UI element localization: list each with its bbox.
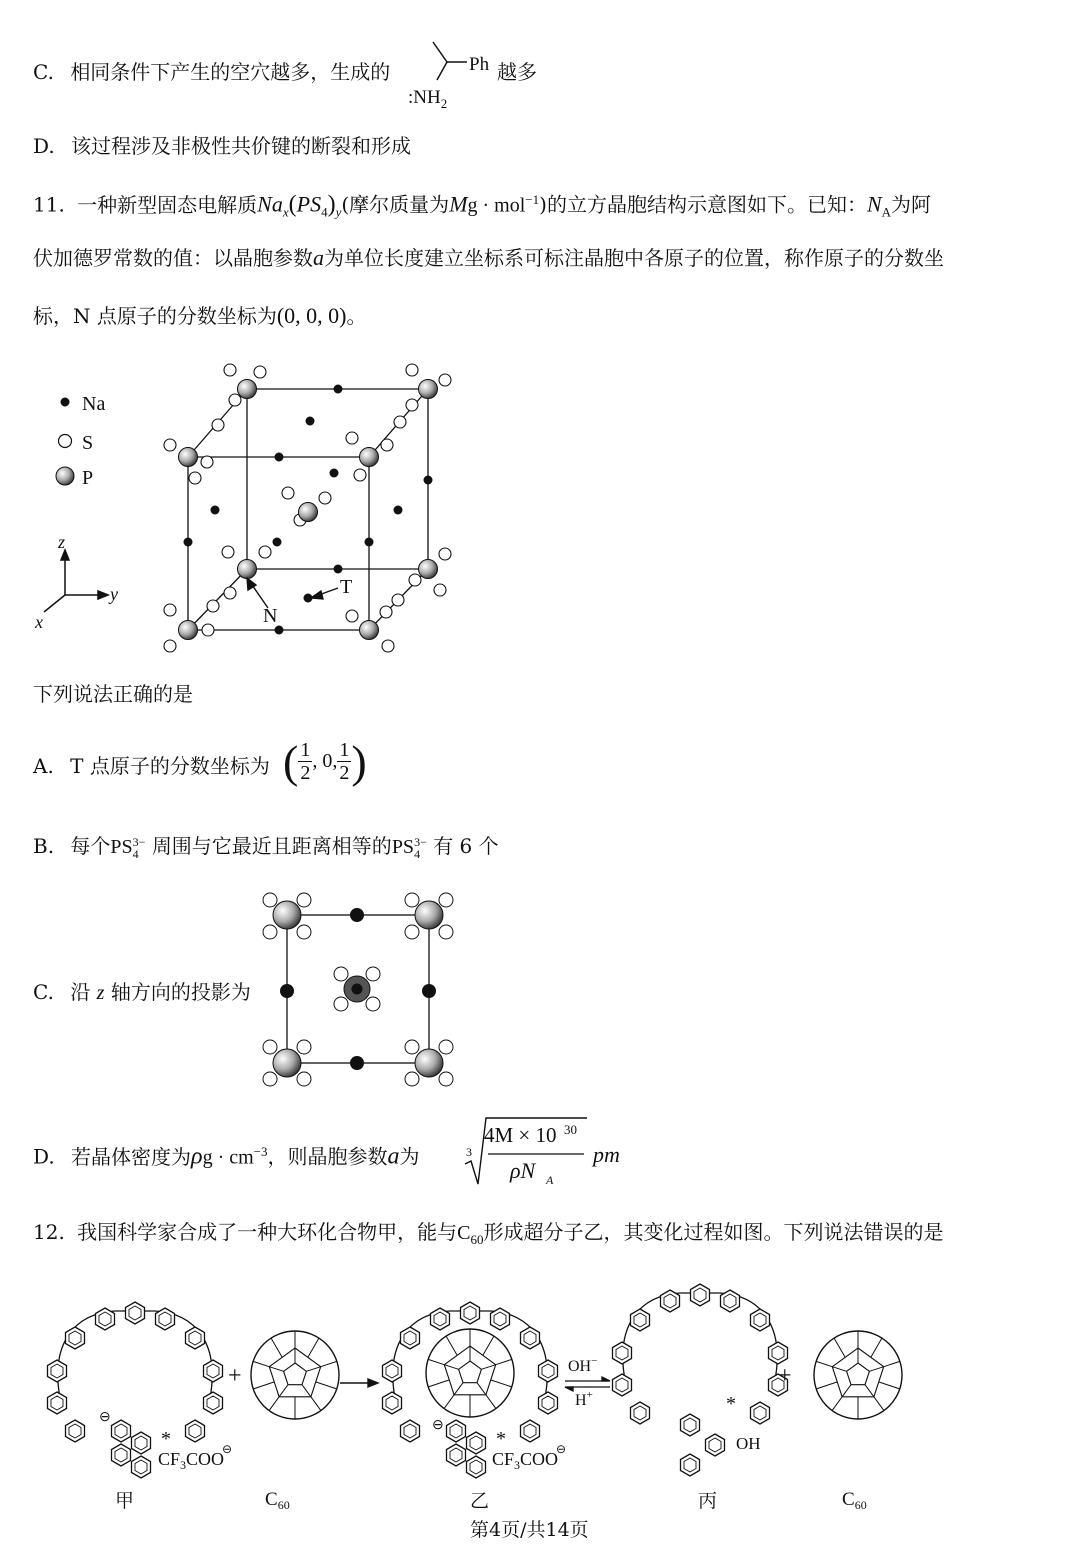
reaction-scheme <box>10 1275 1070 1545</box>
formula-denominator-sub: A <box>546 1173 554 1187</box>
h-plus-label: H+ <box>575 1389 593 1409</box>
formula-unit: pm <box>593 1142 620 1167</box>
question-number: 11. <box>33 192 65 217</box>
option-text: 该过程涉及非极性共价键的断裂和形成 <box>71 134 412 158</box>
chiral-star: * <box>726 1393 736 1415</box>
anion-sign-yi: ⊖ <box>556 1442 567 1456</box>
q10-option-c <box>33 58 390 86</box>
anion-sign: ⊖ <box>99 1410 111 1425</box>
plus-sign-2: + <box>778 1363 792 1389</box>
q11-question: 下列说法正确的是 <box>33 682 193 706</box>
q11-option-d: D. 若晶体密度为$\rho g \cdot cm^{-3}$，则晶胞参数a为 <box>33 1143 420 1170</box>
option-label: C. <box>33 60 54 84</box>
p-legend-circle <box>56 467 74 485</box>
s-legend-circle <box>59 435 72 448</box>
na-legend-dot <box>61 398 70 407</box>
anion-sign: ⊖ <box>432 1418 444 1433</box>
question-number: 12. <box>33 1220 65 1244</box>
label-bing: 丙 <box>698 1491 718 1512</box>
option-label: B. <box>33 834 55 858</box>
q11-option-c: C. 沿 z 轴方向的投影为 <box>33 980 251 1004</box>
legend-p: P <box>82 467 94 489</box>
fullerene-1 <box>251 1331 339 1419</box>
page-footer: 第4页/共14页 <box>470 1519 589 1541</box>
oh-minus-label: OH− <box>568 1355 598 1375</box>
chiral-star: * <box>161 1428 171 1450</box>
axis-y-label: y <box>110 584 118 604</box>
ph-label: Ph <box>469 54 490 75</box>
option-label: D. <box>33 1144 55 1169</box>
reaction-arrow <box>340 1379 378 1387</box>
legend-s: S <box>82 432 94 454</box>
amine-label: $:NH_2$ <box>408 87 448 111</box>
label-c60-2: $C_{60}$ <box>842 1489 867 1512</box>
plus-sign-1: + <box>228 1363 242 1389</box>
option-text: 相同条件下产生的空穴越多，生成的 <box>70 60 391 84</box>
cube-root-formula <box>462 1112 662 1192</box>
compound-bing <box>613 1284 788 1476</box>
q11-stem-line1: 11. 一种新型固态电解质$Na_x(PS_4)_y$(摩尔质量为Mg · mol$^{-1}$)的立方晶胞结构示意图如下。已知：$N_A$为阿 <box>33 191 932 220</box>
option-label: A. <box>33 754 54 778</box>
chiral-star: * <box>496 1428 506 1450</box>
anion-sign-jia: ⊖ <box>222 1442 233 1456</box>
label-yi: 乙 <box>470 1491 490 1512</box>
formula-numerator-exp: 30 <box>564 1122 577 1137</box>
option-label: D. <box>33 134 55 158</box>
crystal-cell-diagram <box>20 350 540 680</box>
point-n-label: N <box>263 605 278 627</box>
q11-option-a: A. T 点原子的分数坐标为 <box>33 754 270 778</box>
axis-x-label: x <box>35 612 43 632</box>
label-c60-1: $C_{60}$ <box>265 1489 290 1512</box>
label-jia: 甲 <box>115 1491 135 1512</box>
z-projection-diagram <box>255 885 465 1095</box>
q12-stem: 12. 我国科学家合成了一种大环化合物甲，能与$C_{60}$形成超分子乙，其变化过程如图。下列说法错误的是 <box>33 1220 944 1247</box>
oh-label: OH <box>736 1434 761 1453</box>
q10-option-c-suffix: 越多 <box>497 60 537 84</box>
cf3coo-label-jia: $CF_3COO$ <box>158 1449 225 1472</box>
formula-denominator: ρN <box>510 1158 536 1183</box>
point-t-label: T <box>340 576 353 598</box>
root-index: 3 <box>466 1145 472 1159</box>
q10-option-d <box>33 132 411 160</box>
q11-option-b: B. 每个PS 3− 4 周围与它最近且距离相等的PS 3− 4 有 6 个 <box>33 834 499 861</box>
option-label: C. <box>33 980 54 1004</box>
option-a-coordinate: ( $\frac{1}{2}$ , 0, $\frac{1}{2}$ ) <box>283 736 367 787</box>
cf3coo-label-yi: $CF_3COO$ <box>492 1449 559 1472</box>
label-arrows <box>247 578 338 608</box>
q11-stem-line2: 伏加德罗常数的值：以晶胞参数a为单位长度建立坐标系可标注晶胞中各原子的位置，称作原子的分数坐 <box>33 245 944 270</box>
axis-z-label: z <box>58 532 66 552</box>
legend <box>56 393 105 489</box>
q11-stem-line3: 标，N 点原子的分数坐标为(0, 0, 0)。 <box>33 303 367 328</box>
legend-na: Na <box>82 393 106 415</box>
axes <box>44 550 108 612</box>
fullerene-2 <box>814 1331 902 1419</box>
formula-numerator: 4M × 10 <box>484 1123 557 1147</box>
point-n-atom <box>238 560 257 579</box>
